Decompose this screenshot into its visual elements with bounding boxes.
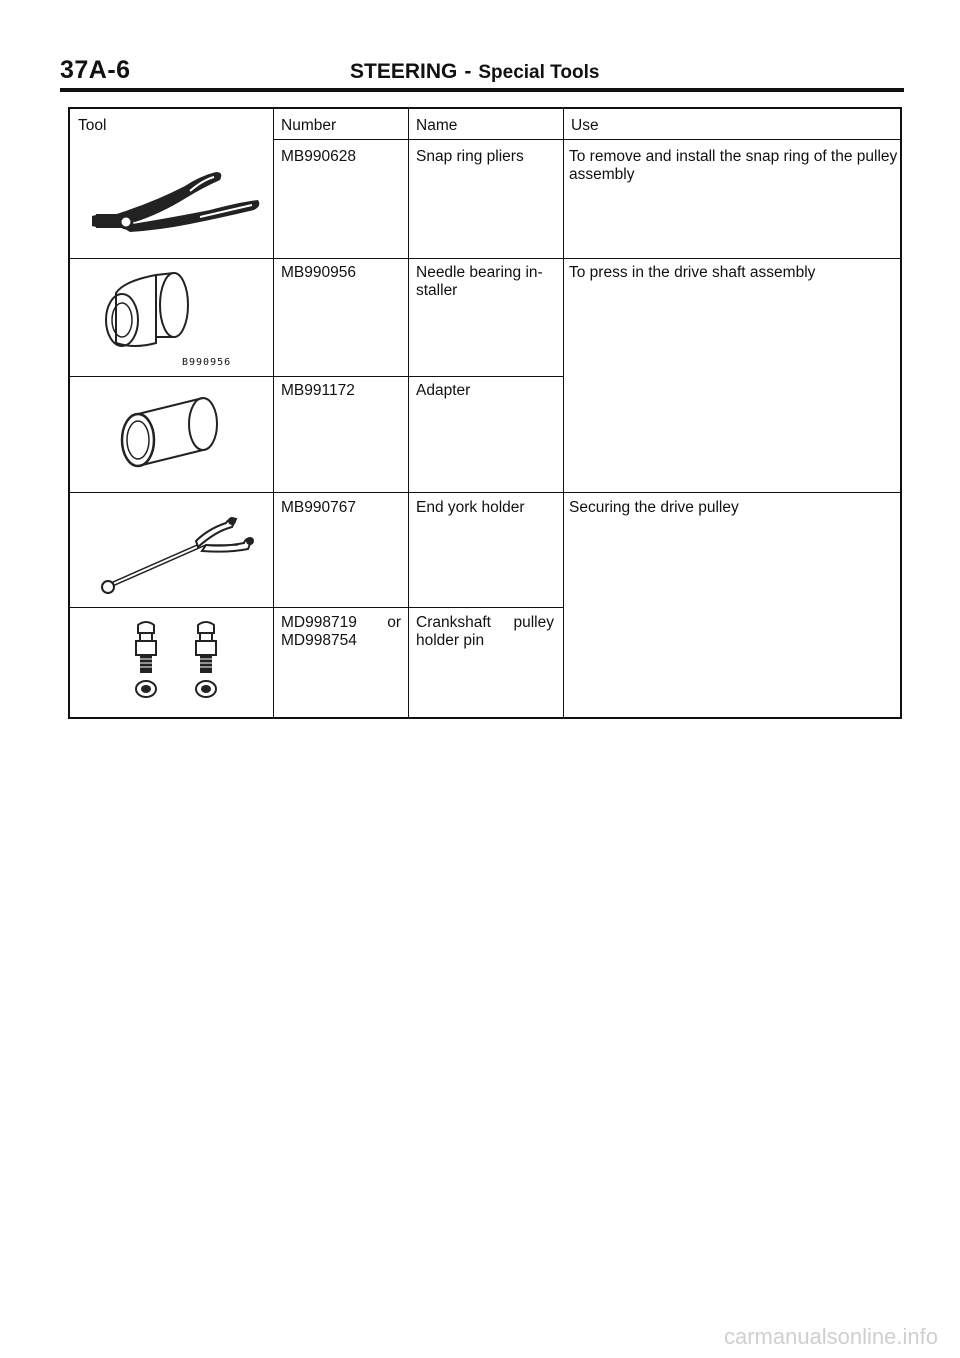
row5-name-word2: pulley xyxy=(513,614,554,631)
needle-bearing-installer-icon xyxy=(94,265,199,355)
snap-ring-pliers-icon xyxy=(90,164,262,239)
row1-number: MB990628 xyxy=(281,148,356,165)
header-tool: Tool xyxy=(78,117,107,134)
row2-name-line1: Needle bearing in- xyxy=(416,264,543,281)
row1-use xyxy=(569,148,899,184)
row5-number-a: MD998719 xyxy=(281,614,357,631)
holder-pin-right xyxy=(196,622,216,697)
row5-number-b: MD998754 xyxy=(281,632,357,649)
header-use: Use xyxy=(571,117,599,134)
row3-number: MB991172 xyxy=(281,382,355,399)
row2-use: To press in the drive shaft assembly xyxy=(569,264,816,281)
row2-name xyxy=(416,264,543,300)
row5-number xyxy=(281,614,401,650)
row-divider-3 xyxy=(70,492,900,493)
header-name: Name xyxy=(416,117,458,134)
title-dash: - xyxy=(464,60,472,83)
row5-number-or: or xyxy=(387,614,401,631)
row5-name-word1: Crankshaft xyxy=(416,614,491,631)
section-name: Special Tools xyxy=(478,62,600,83)
row2-figure-label: B990956 xyxy=(182,357,232,368)
row1-name: Snap ring pliers xyxy=(416,148,524,165)
watermark: carmanualsonline.info xyxy=(723,1324,938,1349)
row4-name: End york holder xyxy=(416,499,525,516)
row5-name-line1 xyxy=(416,614,554,632)
header-number: Number xyxy=(281,117,337,134)
crankshaft-pulley-holder-pin-icon xyxy=(124,619,234,709)
row-divider-1 xyxy=(70,258,900,259)
page-number: 37A-6 xyxy=(60,56,131,84)
end-york-holder-icon xyxy=(98,509,263,599)
row-divider-2 xyxy=(70,376,563,377)
row-divider-4 xyxy=(70,607,563,608)
header-rule xyxy=(60,88,904,92)
holder-pin-left xyxy=(136,622,156,697)
row5-name-line2: holder pin xyxy=(416,632,485,649)
chapter-title xyxy=(350,60,599,84)
row4-use: Securing the drive pulley xyxy=(569,499,739,516)
row5-name xyxy=(416,614,554,650)
row2-number: MB990956 xyxy=(281,264,356,281)
row4-number: MB990767 xyxy=(281,499,356,516)
row3-name: Adapter xyxy=(416,382,471,399)
col-divider-tool xyxy=(273,109,274,717)
header-row-divider xyxy=(273,139,900,140)
special-tools-table xyxy=(68,107,902,719)
col-divider-number xyxy=(408,109,409,717)
row1-use-line1: To remove and install the snap ring of the pulley xyxy=(569,148,898,165)
row2-name-line2: staller xyxy=(416,282,458,299)
row1-use-line2: assembly xyxy=(569,166,635,183)
chapter-name: STEERING xyxy=(350,60,458,83)
page-header xyxy=(0,0,960,100)
adapter-icon xyxy=(118,394,228,474)
row5-number-line1 xyxy=(281,614,401,632)
col-divider-name xyxy=(563,109,564,717)
